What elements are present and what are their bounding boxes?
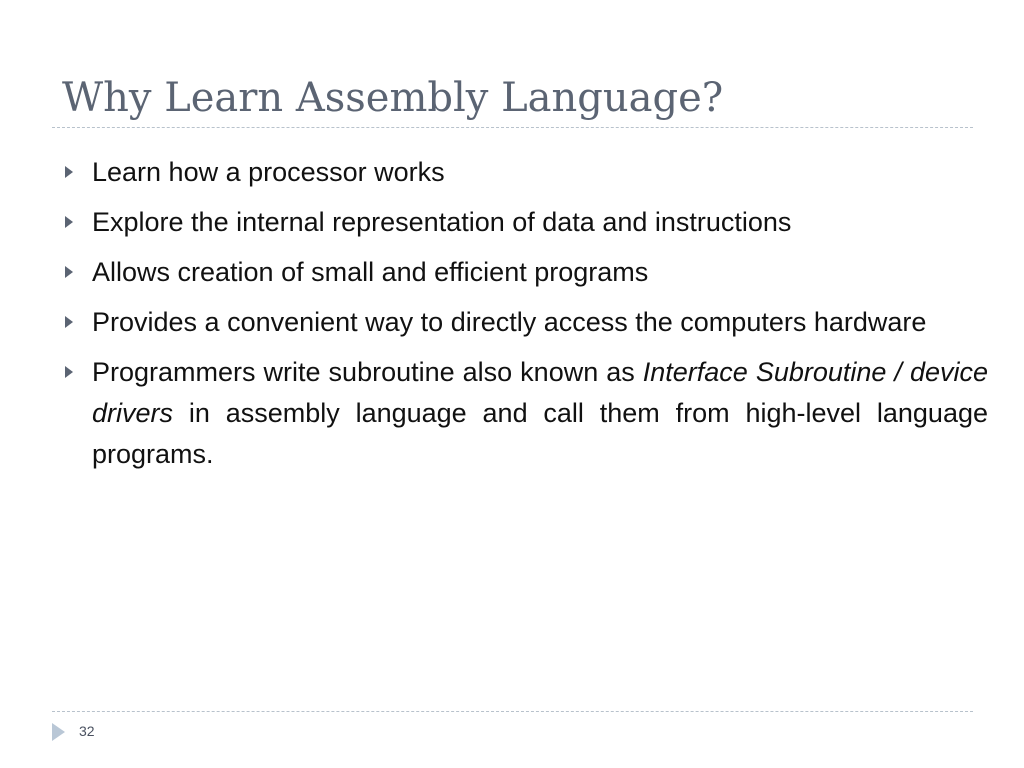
bullet-text bbox=[92, 352, 988, 475]
bullet-item bbox=[62, 202, 988, 243]
triangle-bullet-icon bbox=[65, 266, 73, 278]
triangle-bullet-icon bbox=[65, 216, 73, 228]
bullet-item bbox=[62, 352, 988, 475]
triangle-footer-icon bbox=[52, 723, 65, 741]
title-divider bbox=[52, 127, 973, 128]
bullet-item bbox=[62, 302, 988, 343]
triangle-bullet-icon bbox=[65, 366, 73, 378]
bullet-text: Explore the internal representation of data and instructions bbox=[92, 207, 792, 237]
bullet-item bbox=[62, 252, 988, 293]
bullet-text-part: Programmers write subroutine also known as bbox=[92, 357, 643, 387]
bullet-text: Learn how a processor works bbox=[92, 157, 445, 187]
bullet-list bbox=[62, 152, 988, 484]
bullet-italic-term: Interface Subroutine / device drivers bbox=[92, 357, 988, 428]
slide-title: Why Learn Assembly Language? bbox=[62, 75, 724, 121]
bullet-text: Provides a convenient way to directly access the computers hardware bbox=[92, 307, 927, 337]
footer-divider bbox=[52, 711, 973, 712]
page-number: 32 bbox=[79, 723, 95, 739]
bullet-text: Allows creation of small and efficient programs bbox=[92, 257, 649, 287]
triangle-bullet-icon bbox=[65, 166, 73, 178]
bullet-text-part: in assembly language and call them from high-level language programs. bbox=[92, 398, 988, 469]
triangle-bullet-icon bbox=[65, 316, 73, 328]
bullet-item bbox=[62, 152, 988, 193]
